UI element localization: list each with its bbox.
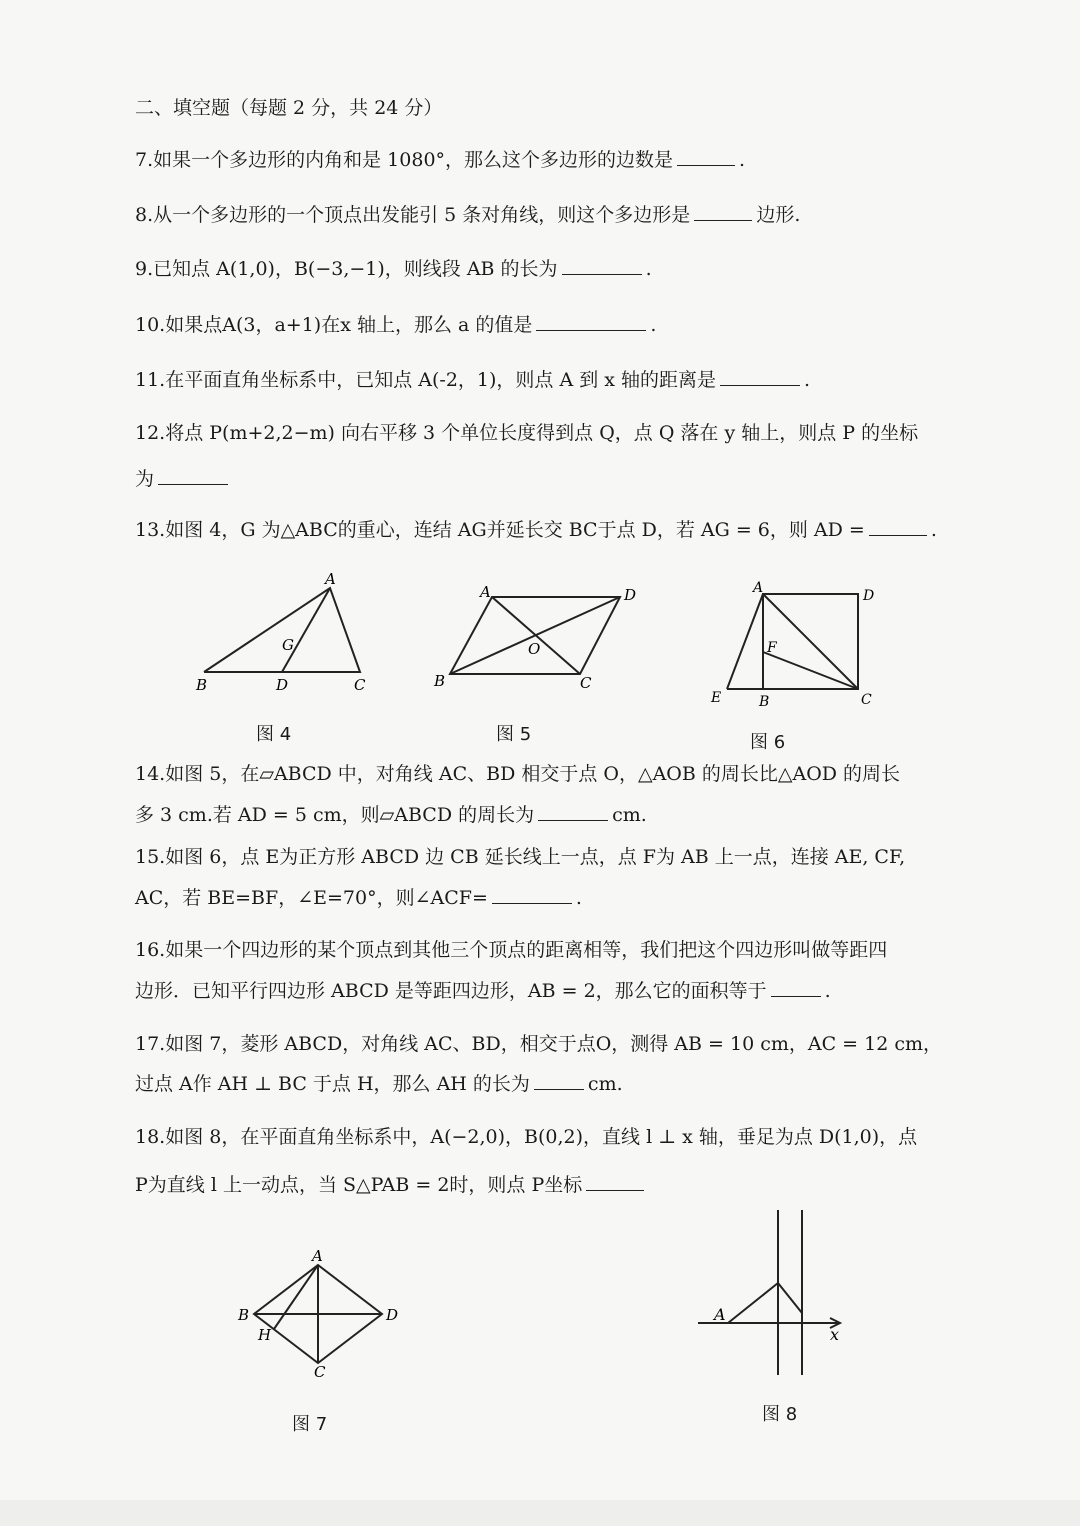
fig4-label-c: C: [354, 676, 366, 694]
question-17: [135, 1032, 942, 1056]
question-number: 16.: [135, 939, 166, 961]
figure-4: [190, 570, 380, 695]
fig6-label-c: C: [861, 692, 872, 708]
question-number: 18.: [135, 1126, 166, 1148]
question-8: [135, 202, 800, 227]
answer-blank[interactable]: [586, 1172, 644, 1191]
fig4-label-g: G: [282, 636, 294, 654]
question-text: 如果一个四边形的某个顶点到其他三个顶点的距离相等，我们把这个四边形叫做等距四: [165, 939, 888, 961]
fig4-caption: 图 4: [256, 724, 292, 745]
fig8-label-x: x: [830, 1325, 840, 1344]
question-16: [135, 938, 887, 962]
question-18-line2: [135, 1172, 648, 1197]
question-text: 为: [135, 468, 155, 490]
fig5-label-b: B: [434, 672, 446, 690]
question-text: 如图 7，菱形 ABCD，对角线 AC、BD，相交于点O，测得 AB = 10 cm，AC = 12 cm，: [165, 1033, 942, 1055]
answer-blank[interactable]: [771, 978, 821, 997]
question-text: 从一个多边形的一个顶点出发能引 5 条对角线，则这个多边形是: [153, 204, 691, 226]
question-number: 7.: [135, 149, 154, 171]
question-number: 8.: [135, 204, 154, 226]
question-tail: .: [650, 314, 657, 336]
question-number: 13.: [135, 519, 166, 541]
answer-blank[interactable]: [677, 147, 735, 166]
figure-8: [690, 1205, 860, 1380]
question-tail: .: [739, 149, 746, 171]
fig7-label-c: C: [314, 1363, 326, 1380]
question-tail: 边形.: [756, 204, 801, 226]
figure-6: [705, 578, 890, 713]
fig6-label-a: A: [753, 580, 764, 596]
fig6-label-b: B: [759, 694, 770, 710]
fig7-label-a: A: [312, 1247, 323, 1265]
answer-blank[interactable]: [492, 885, 572, 904]
question-number: 17.: [135, 1033, 166, 1055]
answer-blank[interactable]: [534, 1071, 584, 1090]
question-number: 9.: [135, 258, 154, 280]
question-text: 如果点A(3，a+1)在x 轴上，那么 a 的值是: [165, 314, 533, 336]
question-text: P为直线 l 上一动点，当 S△PAB = 2时，则点 P坐标: [135, 1174, 583, 1196]
bottom-shadow: [0, 1500, 1080, 1526]
fig5-label-a: A: [480, 583, 491, 601]
fig4-label-a: A: [325, 570, 336, 588]
question-text: 如图 8，在平面直角坐标系中，A(−2,0)，B(0,2)，直线 l ⊥ x 轴，垂足为点 D(1,0)，点: [165, 1126, 918, 1148]
question-text: 如图 4，G 为△ABC的重心，连结 AG并延长交 BC于点 D，若 AG = 6，则 AD =: [165, 519, 865, 541]
fig8-label-a: A: [714, 1305, 726, 1324]
answer-blank[interactable]: [694, 202, 752, 221]
question-7: [135, 147, 745, 172]
fig4-label-d: D: [276, 676, 289, 694]
question-15: [135, 845, 905, 869]
answer-blank[interactable]: [720, 367, 800, 386]
fig4-label-b: B: [196, 676, 208, 694]
question-17-line2: [135, 1071, 623, 1096]
question-number: 12.: [135, 422, 166, 444]
section-title: 二、填空题（每题 2 分，共 24 分）: [135, 97, 443, 119]
question-number: 14.: [135, 763, 166, 785]
question-18: [135, 1125, 917, 1149]
fig7-label-b: B: [238, 1306, 250, 1324]
question-tail: .: [575, 887, 582, 909]
question-13: [135, 517, 937, 542]
answer-blank[interactable]: [536, 312, 646, 331]
question-text: 在平面直角坐标系中，已知点 A(-2，1)，则点 A 到 x 轴的距离是: [165, 369, 716, 391]
question-tail: .: [804, 369, 811, 391]
question-text: 已知点 A(1,0)，B(−3,−1)，则线段 AB 的长为: [153, 258, 558, 280]
fig7-caption: 图 7: [292, 1414, 328, 1435]
fig5-label-o: O: [528, 640, 541, 658]
question-16-line2: [135, 978, 831, 1003]
question-text: 边形．已知平行四边形 ABCD 是等距四边形，AB = 2，那么它的面积等于: [135, 980, 767, 1002]
question-number: 15.: [135, 846, 166, 868]
fig5-label-c: C: [580, 674, 592, 692]
fig6-caption: 图 6: [750, 732, 786, 753]
question-15-line2: [135, 885, 582, 910]
question-number: 11.: [135, 369, 166, 391]
question-text: 如果一个多边形的内角和是 1080°，那么这个多边形的边数是: [153, 149, 674, 171]
question-9: [135, 256, 652, 281]
fig5-label-d: D: [624, 586, 637, 604]
fig7-label-h: H: [258, 1326, 272, 1344]
question-text: AC，若 BE=BF，∠E=70°，则∠ACF=: [135, 887, 488, 909]
figure-5: [430, 580, 640, 695]
question-11: [135, 367, 810, 392]
question-number: 10.: [135, 314, 166, 336]
question-10: [135, 312, 656, 337]
question-14: [135, 762, 900, 786]
answer-blank[interactable]: [869, 517, 927, 536]
question-text: 将点 P(m+2,2−m) 向右平移 3 个单位长度得到点 Q，点 Q 落在 y 轴上，则点 P 的坐标: [165, 422, 919, 444]
question-text: 如图 5，在▱ABCD 中，对角线 AC、BD 相交于点 O，△AOB 的周长比△AOD 的周长: [165, 763, 901, 785]
fig6-label-d: D: [863, 588, 875, 604]
question-tail: .: [824, 980, 831, 1002]
answer-blank[interactable]: [158, 466, 228, 485]
fig5-caption: 图 5: [496, 724, 532, 745]
question-text: 如图 6，点 E为正方形 ABCD 边 CB 延长线上一点，点 F为 AB 上一点，连接 AE, CF,: [165, 846, 906, 868]
answer-blank[interactable]: [562, 256, 642, 275]
fig7-label-d: D: [386, 1306, 399, 1324]
answer-blank[interactable]: [538, 802, 608, 821]
question-14-line2: [135, 802, 647, 827]
fig8-caption: 图 8: [762, 1404, 798, 1425]
fig6-label-f: F: [767, 640, 777, 656]
question-12-line2: [135, 466, 232, 491]
fig6-label-e: E: [711, 690, 722, 706]
question-tail: cm.: [587, 1073, 623, 1095]
question-tail: cm.: [612, 804, 647, 826]
question-12: [135, 421, 918, 445]
question-tail: .: [930, 519, 937, 541]
question-tail: .: [645, 258, 652, 280]
figure-7: [230, 1245, 410, 1380]
question-text: 过点 A作 AH ⊥ BC 于点 H，那么 AH 的长为: [135, 1073, 530, 1095]
question-text: 多 3 cm.若 AD = 5 cm，则▱ABCD 的周长为: [135, 804, 535, 826]
